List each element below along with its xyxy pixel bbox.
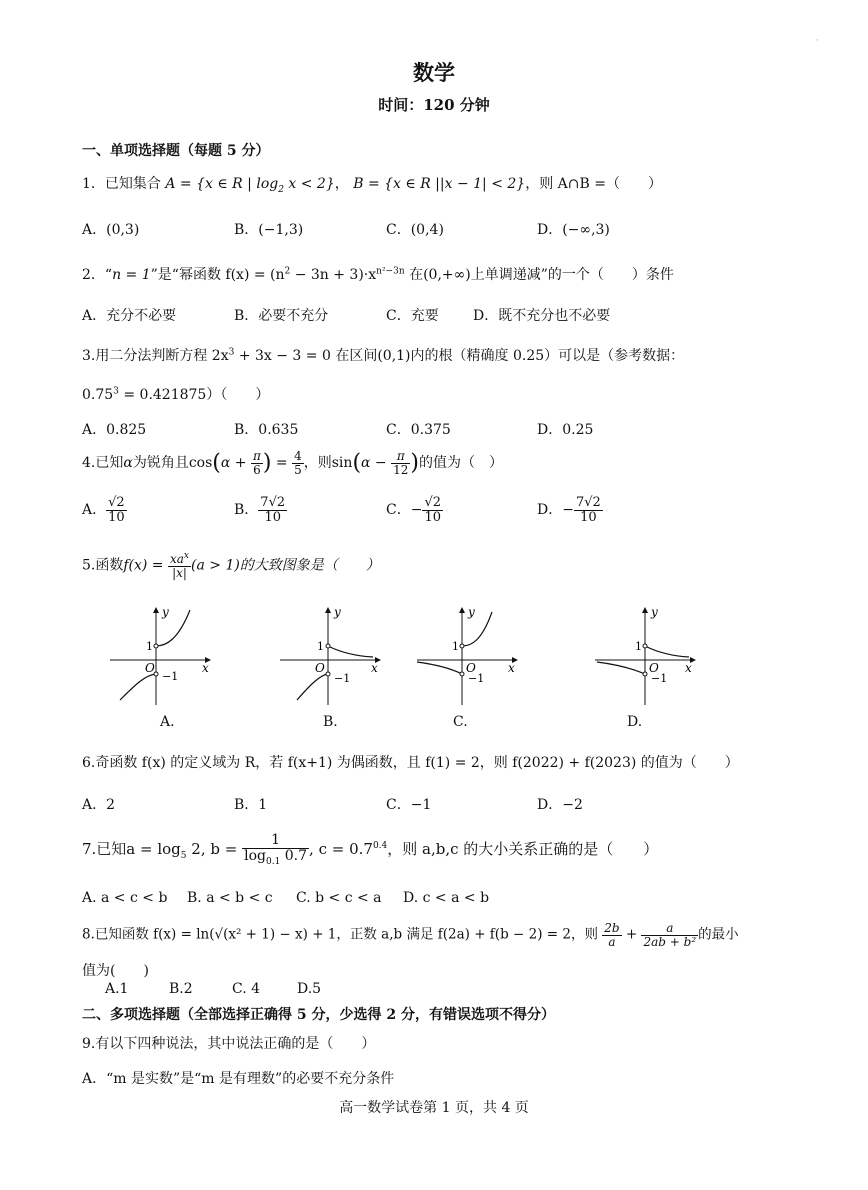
exam-time: 时间：120 分钟 bbox=[378, 96, 490, 114]
q6-option-d: D．−2 bbox=[537, 797, 583, 813]
q4-option-b: B． $\frac{7√2}{10}$ bbox=[234, 495, 286, 525]
section-heading-multiple-choice: 二、多项选择题（全部选择正确得 5 分，少选得 2 分，有错误选项不得分） bbox=[82, 1007, 555, 1023]
question-3-line-1: 3.用二分法判断方程 $2x^3 + 3x - 3 = 0$ 在区间(0,1)内的根（精确度 0.25）可以是（参考数据： bbox=[82, 347, 685, 364]
q2-option-b: B．必要不充分 bbox=[234, 308, 329, 324]
q4-option-d: D．− $\frac{7√2}{10}$ bbox=[537, 495, 601, 525]
question-6-stem: 6.奇函数 f(x) 的定义域为 R，若 f(x+1) 为偶函数，且 f(1) = 2，则 f(2022) + f(2023) 的值为（ ） bbox=[82, 755, 739, 771]
section-heading-single-choice: 一、单项选择题（每题 5 分） bbox=[82, 143, 270, 159]
x-axis-label: x bbox=[685, 661, 692, 675]
q6-option-c: C．−1 bbox=[386, 797, 432, 813]
q1-option-c: C．(0,4) bbox=[386, 222, 444, 238]
question-5-stem: 5.函数f(x) = $\frac{xa^x}{|x|}$ (a > 1)的大致图象是（ ） bbox=[82, 551, 380, 580]
question-8-line-2: 值为( ) bbox=[82, 963, 149, 979]
q7-option-a: A. a < c < b bbox=[82, 890, 168, 906]
origin-label: O bbox=[466, 661, 476, 675]
question-1-stem: 1．已知集合 A = {x ∈ R | $\log_2 x < 2$}， B = {x ∈ R ||x − 1| < 2}，则 A∩B =（ ） bbox=[82, 176, 662, 195]
page-title: 数学 bbox=[413, 60, 455, 85]
origin-label: O bbox=[649, 661, 659, 675]
question-2-stem: 2．“n = 1”是“幂函数 $f(x) = (n^2 - 3n + 3)\cdot x^{n^2-3n}$ 在(0,+∞)上单调递减”的一个（ ）条件 bbox=[82, 266, 674, 283]
question-4-stem: 4.已知α为锐角且cos(α + $\frac{\pi}{6}$ ) = $\frac{4}{5}$ ，则sin(α − $\frac{\pi}{12}$ )的值为（ ） bbox=[82, 449, 503, 477]
x-axis-label: x bbox=[202, 661, 209, 675]
q5-graph-d bbox=[595, 600, 715, 710]
origin-label: O bbox=[315, 661, 325, 675]
question-3-line-2: $0.75^3 = 0.421875$）（ ） bbox=[82, 386, 270, 403]
q8-option-b: B.2 bbox=[169, 981, 193, 997]
q4-option-a: A． $\frac{√2}{10}$ bbox=[82, 495, 125, 525]
q6-option-b: B．1 bbox=[234, 797, 268, 813]
tick-one: 1 bbox=[317, 640, 324, 653]
q1-prefix: 1．已知集合 bbox=[82, 176, 161, 192]
q5-graph-b bbox=[275, 600, 395, 710]
tick-neg-one: −1 bbox=[651, 672, 668, 685]
x-axis-label: x bbox=[508, 661, 515, 675]
y-axis-label: y bbox=[334, 605, 341, 619]
y-axis-label: y bbox=[651, 605, 658, 619]
q1-option-b: B．(−1,3) bbox=[234, 222, 304, 238]
q5-graph-d-label: D. bbox=[627, 714, 643, 730]
q3-option-c: C．0.375 bbox=[386, 422, 451, 438]
q2-option-a: A．充分不必要 bbox=[82, 308, 177, 324]
q4-option-c: C．− $\frac{√2}{10}$ bbox=[386, 495, 442, 525]
q8-option-d: D.5 bbox=[297, 981, 322, 997]
q9-option-a: A．“m 是实数”是“m 是有理数”的必要不充分条件 bbox=[82, 1071, 395, 1087]
q8-option-a: A.1 bbox=[105, 981, 129, 997]
q6-option-a: A．2 bbox=[82, 797, 116, 813]
y-axis-label: y bbox=[468, 605, 475, 619]
q2-option-c: C．充要 bbox=[386, 308, 439, 324]
x-axis-label: x bbox=[371, 661, 378, 675]
q8-option-c: C. 4 bbox=[232, 981, 261, 997]
q5-graph-b-label: B. bbox=[323, 714, 338, 730]
q3-option-b: B．0.635 bbox=[234, 422, 299, 438]
q3-option-a: A．0.825 bbox=[82, 422, 147, 438]
q7-option-c: C. b < c < a bbox=[296, 890, 382, 906]
q7-option-b: B. a < b < c bbox=[187, 890, 273, 906]
q1-set-a: A = {x ∈ R | $\log_2 x < 2$} bbox=[165, 176, 335, 195]
q1-suffix: ，则 A∩B =（ ） bbox=[525, 176, 662, 192]
question-8-line-1: 8.已知函数 f(x) = ln(√(x² + 1) − x) + 1，正数 a,b 满足 f(2a) + f(b − 2) = 2，则 $\frac{2b}{a}$ + $\frac{a}{\text{2ab + b²}}$ 的最小 bbox=[82, 921, 739, 949]
question-7-stem: 7.已知$a = \log_5 2$, b = $\frac{1}{\log_{0.1} 0.7}$ , $c = 0.7^{0.4}$，则 a,b,c 的大小关系正确的是（ ） bbox=[82, 832, 659, 867]
tick-neg-one: −1 bbox=[468, 672, 485, 685]
q5-graph-c bbox=[412, 600, 532, 710]
q5-graph-c-label: C. bbox=[453, 714, 468, 730]
y-axis-label: y bbox=[162, 605, 169, 619]
q2-option-d: D．既不充分也不必要 bbox=[473, 308, 611, 324]
tick-one: 1 bbox=[452, 640, 459, 653]
tick-neg-one: −1 bbox=[334, 672, 351, 685]
q1-option-d: D．(−∞,3) bbox=[537, 222, 610, 238]
tick-one: 1 bbox=[635, 640, 642, 653]
scan-mark: · bbox=[816, 36, 819, 46]
tick-one: 1 bbox=[146, 640, 153, 653]
q5-graph-a-label: A. bbox=[160, 714, 175, 730]
q1-option-a: A．(0,3) bbox=[82, 222, 140, 238]
q1-set-b: B = {x ∈ R ||x − 1| < 2} bbox=[353, 176, 526, 192]
question-9-stem: 9.有以下四种说法，其中说法正确的是（ ） bbox=[82, 1036, 376, 1052]
q5-graph-a bbox=[100, 600, 220, 710]
origin-label: O bbox=[145, 661, 155, 675]
tick-neg-one: −1 bbox=[162, 670, 179, 683]
q3-option-d: D．0.25 bbox=[537, 422, 594, 438]
q7-option-d: D. c < a < b bbox=[403, 890, 490, 906]
page-footer: 高一数学试卷第 1 页，共 4 页 bbox=[339, 1100, 529, 1116]
